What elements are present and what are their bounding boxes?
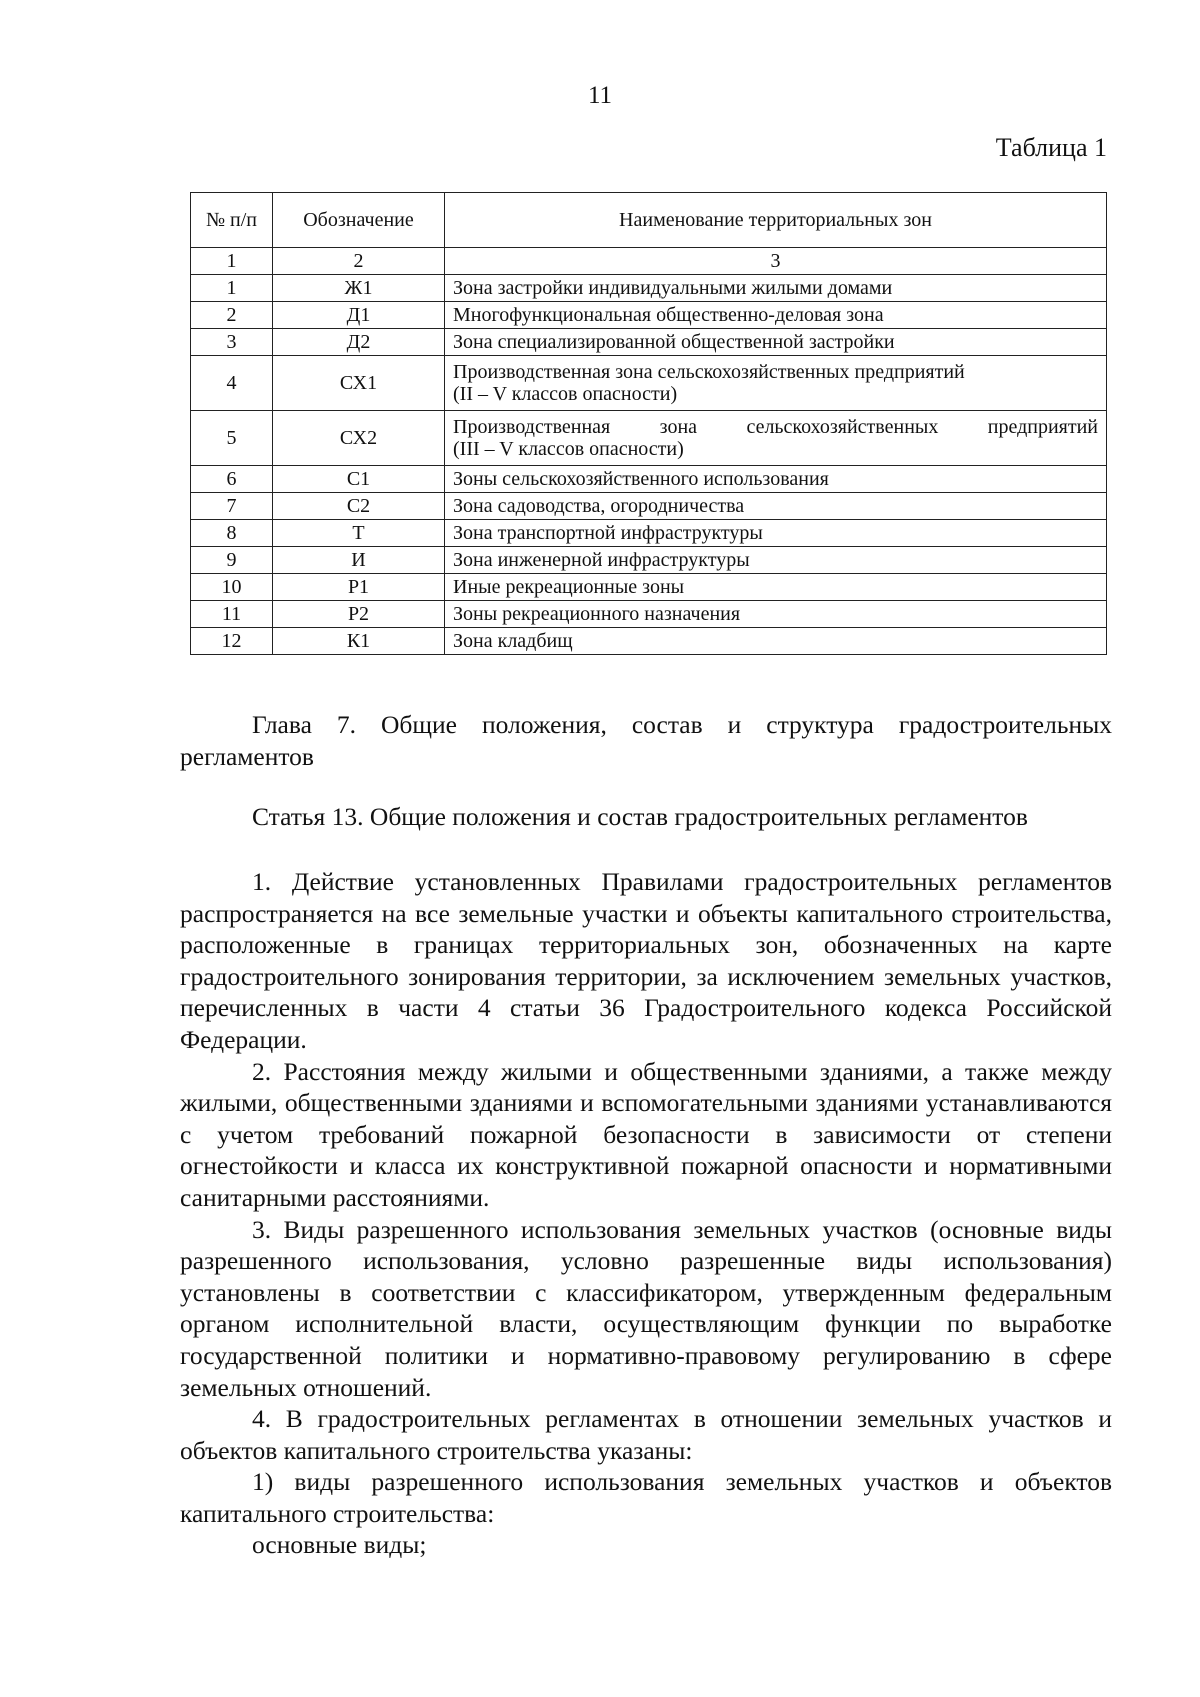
index-cell: 3 xyxy=(445,248,1107,275)
paragraph-4: 4. В градостроительных регламентах в отношении земельных участков и объектов капитального строительства указаны: xyxy=(180,1404,1112,1465)
article-heading: Статья 13. Общие положения и состав градостроительных регламентов xyxy=(252,802,1028,831)
table-row xyxy=(191,493,1107,520)
table-row xyxy=(191,628,1107,655)
table-row xyxy=(191,601,1107,628)
row-zone-name: Зона садоводства, огородничества xyxy=(445,493,1107,520)
table-header-row xyxy=(191,193,1107,248)
header-name: Наименование территориальных зон xyxy=(445,193,1107,248)
row-zone-name xyxy=(445,411,1107,466)
row-num: 12 xyxy=(191,628,273,655)
row-code: С1 xyxy=(273,466,445,493)
paragraph-4-item-1: 1) виды разрешенного использования земельных участков и объектов капитального строительства: xyxy=(180,1467,1112,1528)
row-num: 2 xyxy=(191,302,273,329)
row-zone-name: Зона транспортной инфраструктуры xyxy=(445,520,1107,547)
row-num: 1 xyxy=(191,275,273,302)
table-row xyxy=(191,547,1107,574)
row-zone-name xyxy=(445,356,1107,411)
column-index-row xyxy=(191,248,1107,275)
paragraph-2: 2. Расстояния между жилыми и общественными зданиями, а также между жилыми, общественными зданиями и вспомогательными зданиями устанавливаются с учетом требований пожарной безопасности в зависимости от степени огнестойкости и класса их конструктивной пожарной опасности и нормативными санитарными расстояниями. xyxy=(180,1056,1112,1212)
index-cell: 2 xyxy=(273,248,445,275)
row-num: 6 xyxy=(191,466,273,493)
row-num: 9 xyxy=(191,547,273,574)
row-num: 3 xyxy=(191,329,273,356)
table-caption: Таблица 1 xyxy=(995,133,1107,162)
header-num: № п/п xyxy=(191,193,273,248)
paragraph-3: 3. Виды разрешенного использования земельных участков (основные виды разрешенного использования, условно разрешенные виды использования) установлены в соответствии с классификатором, утвержденным федеральным органом исполнительной власти, осуществляющим функции по выработке государственной политики и нормативно-правовому регулированию в сфере земельных отношений. xyxy=(180,1214,1112,1402)
row-code: К1 xyxy=(273,628,445,655)
row-code: СХ2 xyxy=(273,411,445,466)
index-cell: 1 xyxy=(191,248,273,275)
row-num: 10 xyxy=(191,574,273,601)
table-row xyxy=(191,466,1107,493)
row-zone-name: Иные рекреационные зоны xyxy=(445,574,1107,601)
row-code: СХ1 xyxy=(273,356,445,411)
row-zone-name: Зона инженерной инфраструктуры xyxy=(445,547,1107,574)
row-code: Р2 xyxy=(273,601,445,628)
row-code: Р1 xyxy=(273,574,445,601)
row-num: 5 xyxy=(191,411,273,466)
row-code: С2 xyxy=(273,493,445,520)
paragraph-1: 1. Действие установленных Правилами градостроительных регламентов распространяется на все земельные участки и объекты капитального строительства, расположенные в границах территориальных зон, обозначенных на карте градостроительного зонирования территории, за исключением земельных участков, перечисленных в части 4 статьи 36 Градостроительного кодекса Российской Федерации. xyxy=(180,867,1112,1054)
zone-name-line2: (III – V классов опасности) xyxy=(453,438,684,460)
table-row xyxy=(191,329,1107,356)
row-code: Д1 xyxy=(273,302,445,329)
table-row xyxy=(191,356,1107,411)
row-zone-name: Зона специализированной общественной застройки xyxy=(445,329,1107,356)
header-code: Обозначение xyxy=(273,193,445,248)
zone-name-line2: (II – V классов опасности) xyxy=(453,383,678,405)
paragraph-4-item-1-main-types: основные виды; xyxy=(252,1530,427,1560)
territorial-zones-table xyxy=(190,192,1107,655)
row-num: 7 xyxy=(191,493,273,520)
row-code: Т xyxy=(273,520,445,547)
row-zone-name: Зона застройки индивидуальными жилыми домами xyxy=(445,275,1107,302)
table-row xyxy=(191,520,1107,547)
page-number: 11 xyxy=(587,82,613,109)
row-num: 8 xyxy=(191,520,273,547)
row-num: 4 xyxy=(191,356,273,411)
zone-name-line1: Производственная зона сельскохозяйственных предприятий xyxy=(453,416,1098,438)
table-row xyxy=(191,574,1107,601)
table-row xyxy=(191,275,1107,302)
row-code: И xyxy=(273,547,445,574)
row-code: Ж1 xyxy=(273,275,445,302)
row-code: Д2 xyxy=(273,329,445,356)
row-zone-name: Зоны сельскохозяйственного использования xyxy=(445,466,1107,493)
table-row xyxy=(191,302,1107,329)
table-row xyxy=(191,411,1107,466)
row-zone-name: Зоны рекреационного назначения xyxy=(445,601,1107,628)
row-zone-name: Многофункциональная общественно-деловая зона xyxy=(445,302,1107,329)
row-zone-name: Зона кладбищ xyxy=(445,628,1107,655)
zone-name-line1: Производственная зона сельскохозяйственных предприятий xyxy=(453,361,965,383)
row-num: 11 xyxy=(191,601,273,628)
article-body xyxy=(180,866,1112,1561)
chapter-heading: Глава 7. Общие положения, состав и структура градостроительных регламентов xyxy=(180,710,1112,771)
